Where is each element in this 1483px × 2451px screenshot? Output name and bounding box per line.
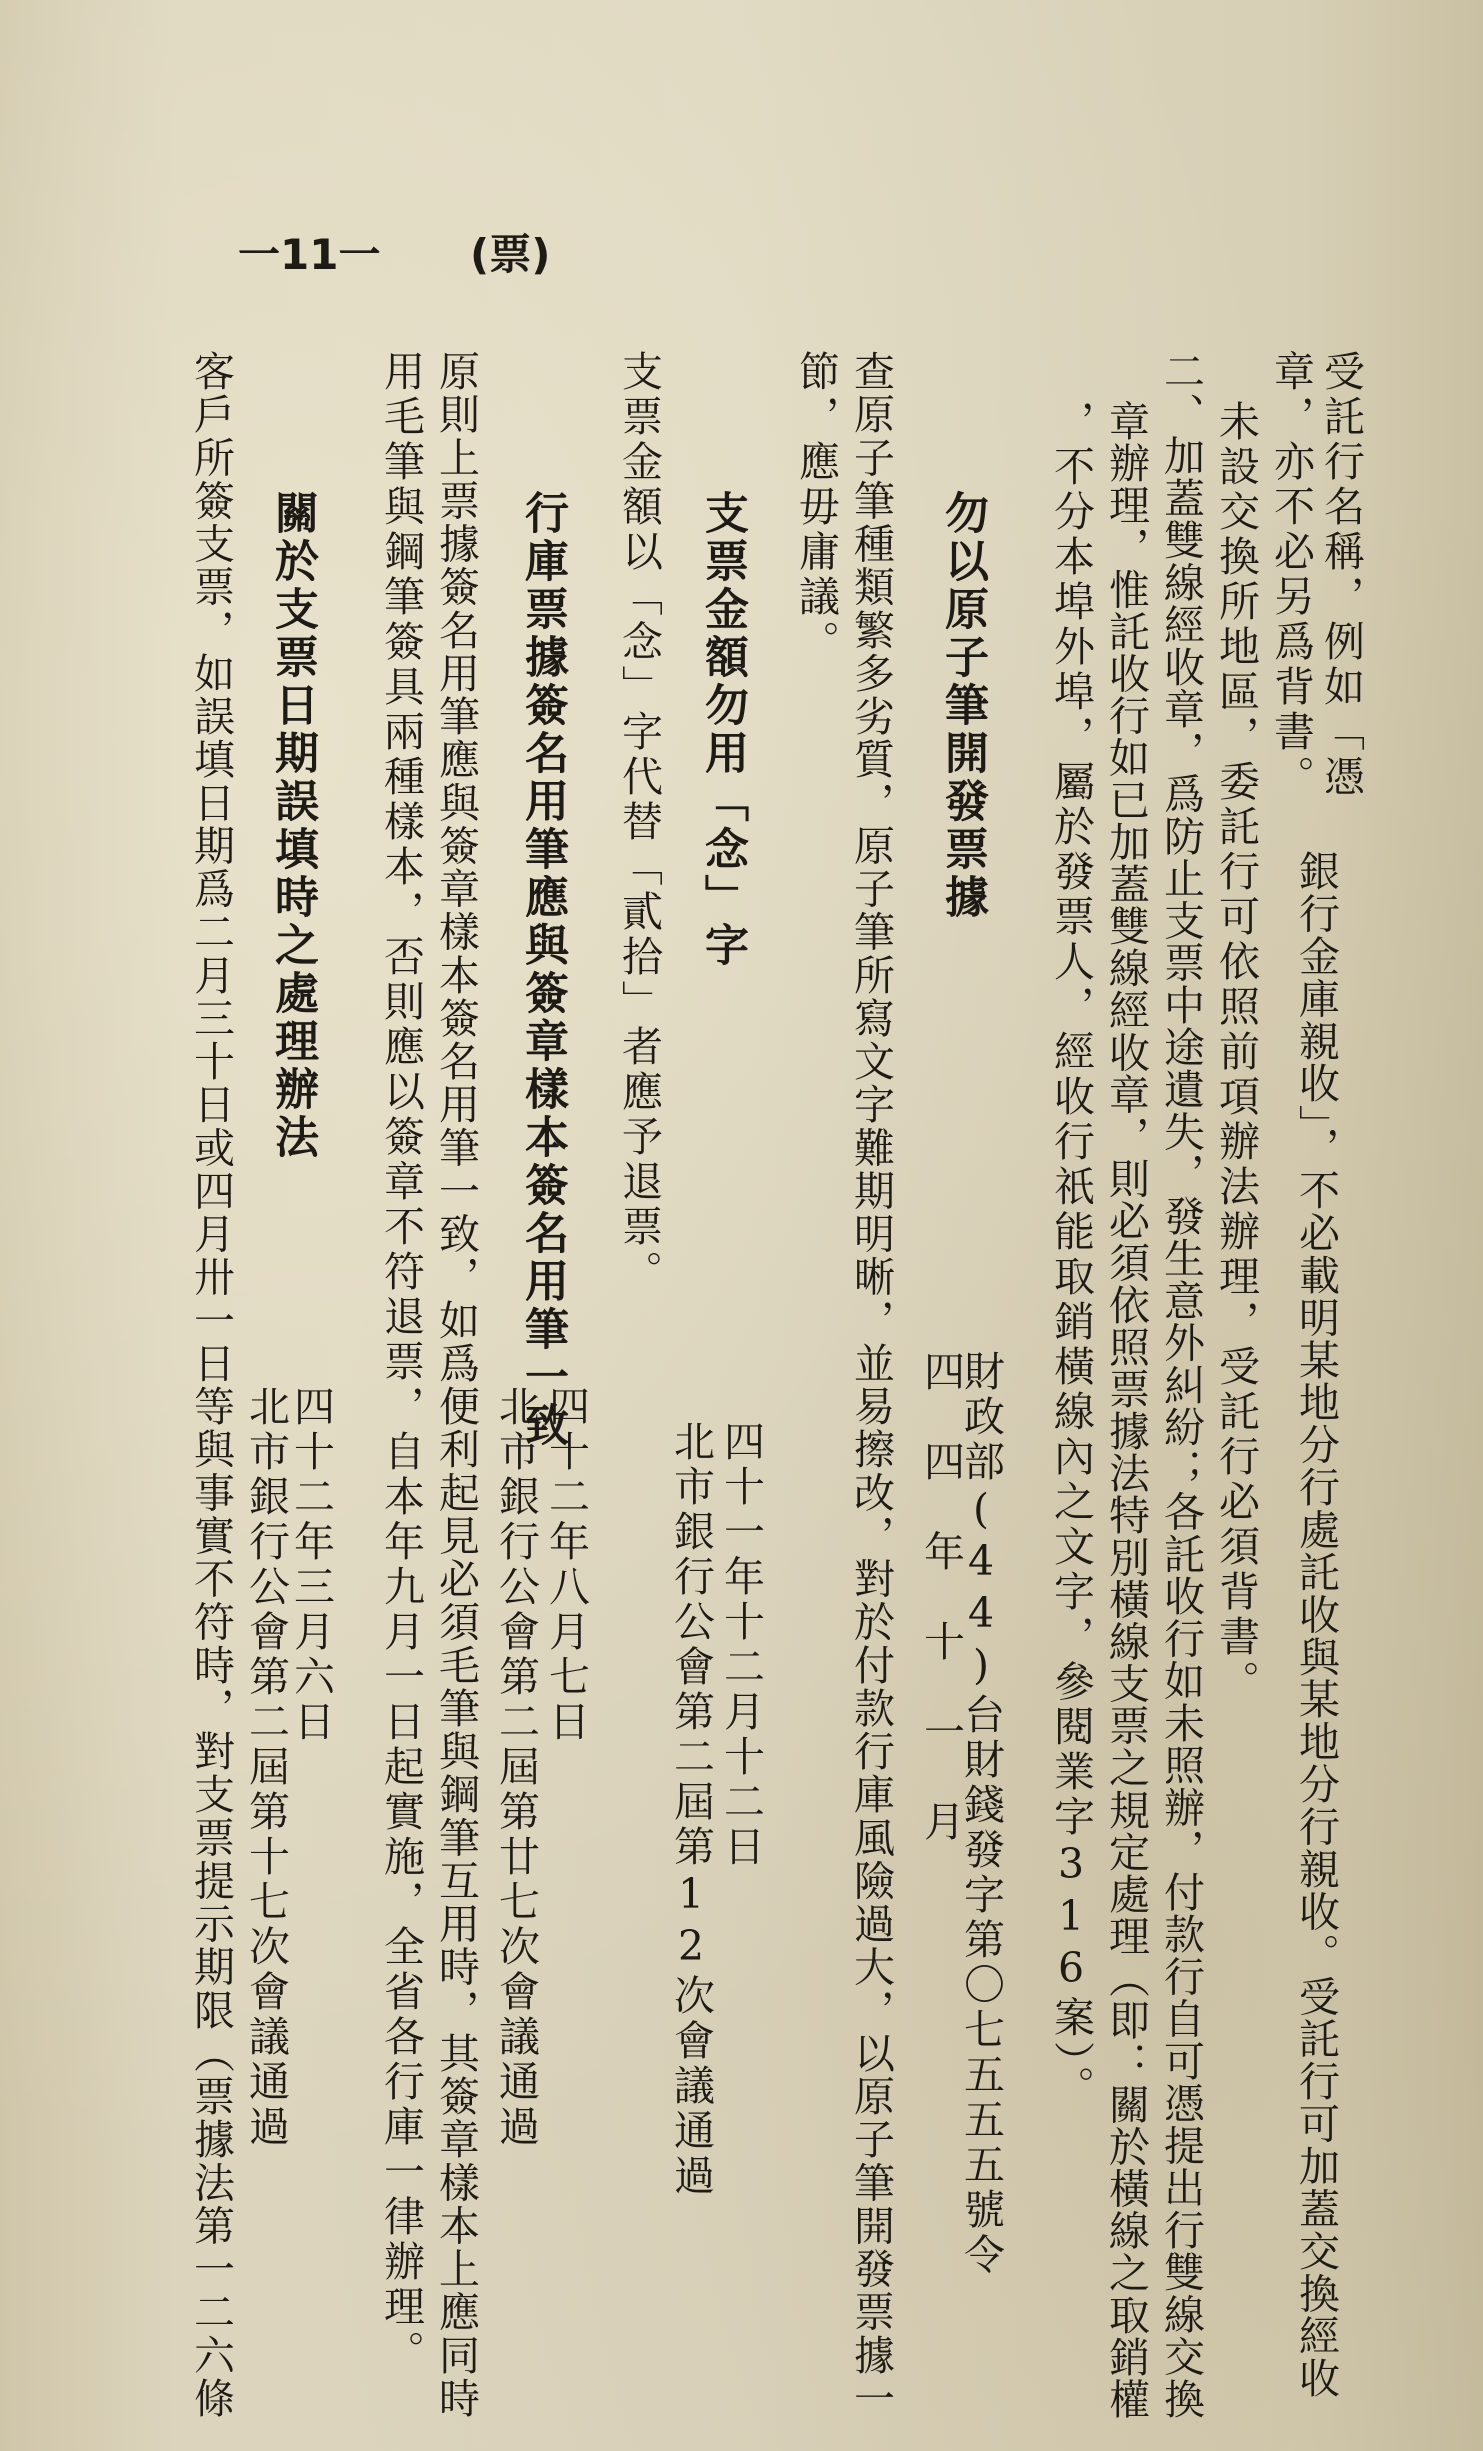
heading-nian-character: 支票金額勿用「念」字: [697, 490, 748, 970]
text-column-1: 受託行名稱，例如「憑: [1317, 350, 1365, 800]
resolution-body-1: 北市銀行公會第二屆第12次會議通過: [667, 1420, 715, 2199]
decree-reference: 財政部(44)台財錢發字第〇七五五五號令: [957, 1350, 1005, 2278]
text-column-15: 支票金額以「念」字代替「貳拾」者應予退票。: [615, 350, 663, 1295]
text-column-3: 未設交換所地區，委託行可依照前項辦法辦理，受託行必須背書。: [1212, 400, 1260, 1705]
heading-signature-pen: 行庫票據簽名用筆應與簽章樣本簽名用筆一致: [517, 490, 568, 1450]
text-column-2: 章，亦不必另爲背書。: [1267, 350, 1315, 800]
text-column-4: 二、加蓋雙線經收章，爲防止支票中途遺失，發生意外糾紛；各託收行如未照辦，付款行自可憑提出行雙線交換: [1157, 350, 1205, 2420]
page-number: 一11一: [238, 230, 381, 279]
text-column-6: ，不分本埠外埠，屬於發票人，經收行祇能取銷橫線內之文字，參閱業字316案）。: [1047, 400, 1095, 2111]
heading-ballpoint-pen: 勿以原子筆開發票據: [937, 490, 988, 922]
decree-date: 四 四 年 十 一 月: [917, 1350, 965, 1845]
section-label: (票): [470, 230, 551, 279]
heading-date-error: 關於支票日期誤填時之處理辦法: [267, 490, 318, 1162]
resolution-date-3: 四十二年三月六日: [287, 1385, 335, 1745]
text-column-10: 查原子筆種類繁多劣質，原子筆所寫文字難期明晰，並易擦改，對於付款行庫風險過大，以原子筆開發票據一: [847, 350, 895, 2420]
text-column-2b: 銀行金庫親收」，不必載明某地分行處託收與某地分行親收。受託行可加蓋交換經收: [1292, 850, 1340, 2400]
text-column-5: 章辦理，惟託收行如已加蓋雙線經收章，則必須依照票據法特別橫線支票之規定處理（即：關於橫線之取銷權: [1102, 400, 1150, 2420]
resolution-body-3: 北市銀行公會第二屆第十七次會議通過: [242, 1385, 290, 2150]
text-column-23: 客戶所簽支票，如誤填日期爲二月三十日或四月卅一日等與事實不符時，對支票提示期限（票據法第一二六條: [187, 350, 235, 2420]
resolution-date-2: 四十二年八月七日: [542, 1385, 590, 1745]
text-column-11: 節，應毋庸議。: [792, 350, 840, 665]
resolution-date-1: 四十一年十二月十二日: [717, 1420, 765, 1870]
resolution-body-2: 北市銀行公會第二屆第廿七次會議通過: [492, 1385, 540, 2150]
text-column-19: 用毛筆與鋼筆簽具兩種樣本，否則應以簽章不符退票，自本年九月一日起實施，全省各行庫一律辦理。: [377, 350, 425, 2375]
text-column-18: 原則上票據簽名用筆應與簽章樣本簽名用筆一致，如爲便利起見必須毛筆與鋼筆互用時，其簽章樣本上應同時: [432, 350, 480, 2420]
